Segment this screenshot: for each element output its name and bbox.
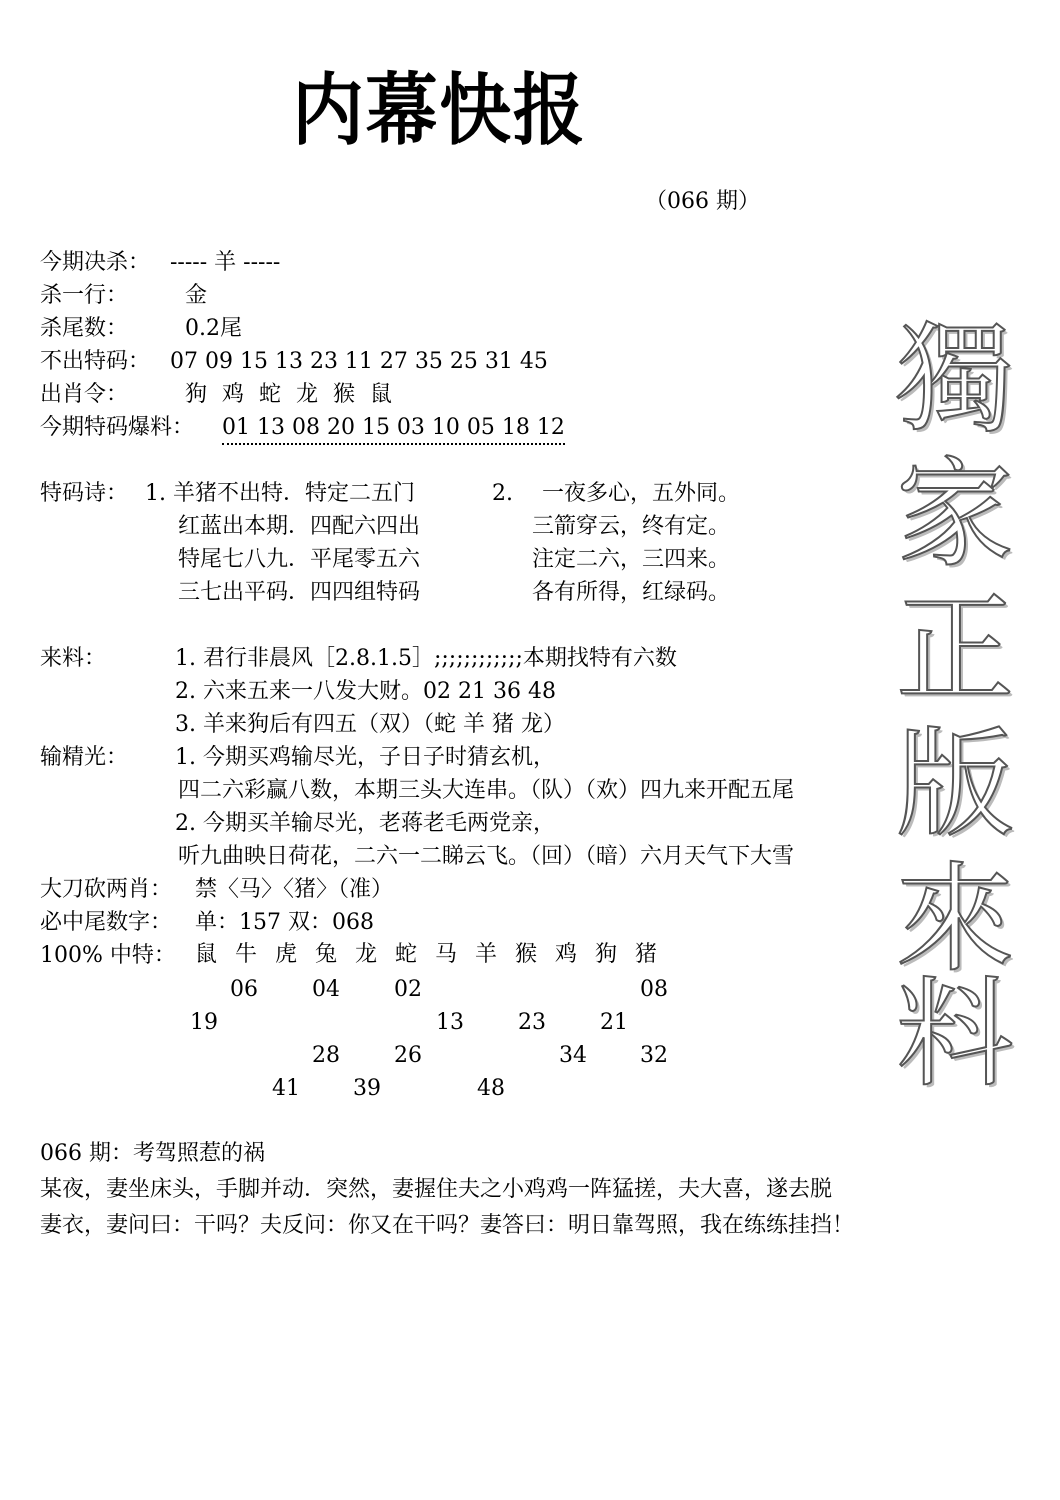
issue-number: （066 期）: [645, 189, 760, 214]
tail-digits-label: 必中尾数字：: [40, 910, 173, 935]
side-char: 來: [895, 850, 1014, 988]
no-special-value: 07 09 15 13 23 11 27 35 25 31 45: [170, 349, 548, 374]
kill-value: ----- 羊 -----: [170, 250, 281, 275]
side-char: 料: [895, 965, 1014, 1103]
story-block: [40, 1136, 854, 1244]
kill-label: 今期决杀：: [40, 250, 151, 275]
zodiac-pig: 猪: [635, 942, 658, 967]
lose-label: 输精光：: [40, 745, 129, 770]
source-label: 来料：: [40, 646, 107, 671]
side-char: 版: [895, 715, 1014, 853]
zodiac-monkey: 猴: [515, 942, 538, 967]
zodiac-goat: 羊: [475, 942, 498, 967]
poem-right-1: 2. 一夜多心，五外同。: [492, 481, 740, 506]
poem-right-2: 三箭穿云，终有定。: [532, 514, 731, 539]
zodiac-horse: 马: [435, 942, 458, 967]
number-cell: 06: [230, 977, 258, 1002]
story-title: 066 期：考驾照惹的祸: [40, 1141, 265, 1166]
tail-digits-value: 单：157 双：068: [195, 910, 374, 935]
number-cell: 48: [477, 1076, 505, 1101]
poem-left-1: 1. 羊猪不出特．特定二五门: [145, 481, 415, 506]
source-line-2: 2. 六来五来一八发大财。02 21 36 48: [175, 679, 556, 704]
no-special-label: 不出特码：: [40, 349, 151, 374]
kill-row-label: 杀一行：: [40, 283, 129, 308]
two-zodiac-label: 大刀砍两肖：: [40, 877, 173, 902]
number-cell: 39: [353, 1076, 381, 1101]
lose-line-4: 听九曲映日荷花，二六一二睇云飞。（回）（暗）六月天气下大雪: [178, 844, 795, 869]
zodiac-rabbit: 兔: [315, 942, 338, 967]
zodiac-snake: 蛇: [395, 942, 418, 967]
lose-line-3: 2. 今期买羊输尽光，老蒋老毛两党亲，: [175, 811, 555, 836]
zodiac-order-label: 出肖令：: [40, 382, 129, 407]
lose-line-1: 1. 今期买鸡输尽光，子日子时猜玄机，: [175, 745, 555, 770]
burst-label: 今期特码爆料：: [40, 415, 195, 440]
poem-left-3: 特尾七八九．平尾零五六: [178, 547, 421, 572]
poem-left-4: 三七出平码．四四组特码: [178, 580, 421, 605]
burst-value: 01 13 08 20 15 03 10 05 18 12: [222, 413, 565, 445]
zodiac-dragon: 龙: [355, 942, 378, 967]
story-line-1: 某夜，妻坐床头，手脚并动．突然，妻握住夫之小鸡鸡一阵猛搓，夫大喜，遂去脱: [40, 1177, 833, 1202]
zodiac-ox: 牛: [235, 942, 258, 967]
poem-right-3: 注定二六，三四来。: [532, 547, 731, 572]
zodiac-rat: 鼠: [195, 942, 218, 967]
zodiac-tiger: 虎: [275, 942, 298, 967]
page-title: 内幕快报: [292, 66, 587, 156]
side-char: 家: [895, 445, 1014, 583]
poem-label: 特码诗：: [40, 481, 129, 506]
number-cell: 41: [272, 1076, 300, 1101]
number-cell: 08: [640, 977, 668, 1002]
zodiac-rooster: 鸡: [555, 942, 578, 967]
number-cell: 21: [600, 1010, 628, 1035]
source-line-1: 1. 君行非晨风［2.8.1.5］;;;;;;;;;;;;本期找特有六数: [175, 646, 677, 671]
number-cell: 28: [312, 1043, 340, 1068]
side-char: 獨: [895, 310, 1014, 448]
number-cell: 13: [436, 1010, 464, 1035]
side-char: 正: [895, 580, 1014, 718]
number-cell: 32: [640, 1043, 668, 1068]
number-cell: 19: [190, 1010, 218, 1035]
number-cell: 04: [312, 977, 340, 1002]
zodiac-order-value: 狗 鸡 蛇 龙 猴 鼠: [185, 382, 396, 407]
number-cell: 23: [518, 1010, 546, 1035]
story-line-2: 妻衣，妻问曰：干吗？夫反问：你又在干吗？妻答曰：明日靠驾照，我在练练挂挡！: [40, 1213, 855, 1238]
number-cell: 34: [559, 1043, 587, 1068]
number-cell: 02: [394, 977, 422, 1002]
poem-right-4: 各有所得，红绿码。: [532, 580, 731, 605]
kill-tail-value: 0.2尾: [185, 316, 242, 341]
kill-row-value: 金: [185, 283, 208, 308]
poem-left-2: 红蓝出本期．四配六四出: [178, 514, 421, 539]
zodiac-dog: 狗: [595, 942, 618, 967]
source-line-3: 3. 羊来狗后有四五（双）（蛇 羊 猪 龙）: [175, 712, 565, 737]
two-zodiac-value: 禁〈马〉〈猪〉（准）: [195, 877, 394, 902]
hundred-label: 100% 中特：: [40, 943, 176, 968]
lose-line-2: 四二六彩赢八数，本期三头大连串。（队）（欢）四九来开配五尾: [178, 778, 795, 803]
number-cell: 26: [394, 1043, 422, 1068]
kill-tail-label: 杀尾数：: [40, 316, 129, 341]
